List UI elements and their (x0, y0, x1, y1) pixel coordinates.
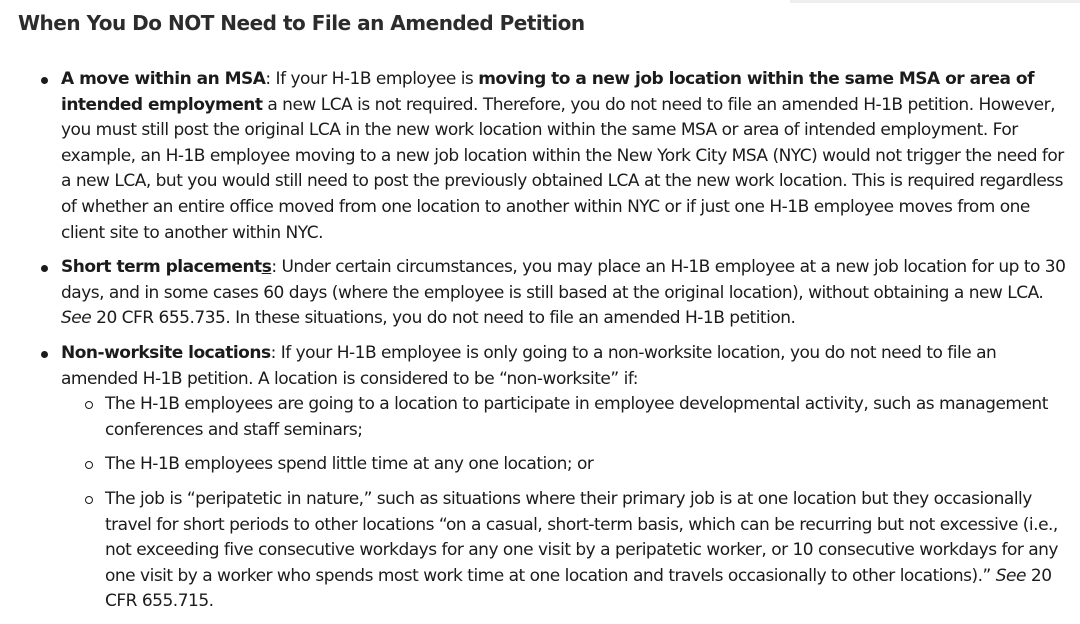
item-title: Non-worksite locations (61, 342, 271, 363)
sub-item-text: The job is “peripatetic in nature,” such as situations where their primary job is at one location but they occasionally travel for short periods to other locations “on a casual, short-term basis, which can be recurring but not excessive (i.e., not exceeding five consecutive workdays for any one visit by a peripatetic worker, or 10 consecutive workdays for any one visit by a worker who spends most work time at one location and travels occasionally to other locations).” (105, 488, 1058, 586)
item-title: A move within an MSA (61, 69, 266, 89)
item-title: Short term placement (61, 257, 262, 278)
item-title-suffix: s (261, 257, 272, 278)
list-item-short-term-placements (61, 255, 1069, 332)
sub-list-item (105, 487, 1069, 615)
item-text: a new LCA is not required. Therefore, you do not need to file an amended H-1B petition. However, you must still post the original LCA in the new work location within the same MSA or area of intended employment. For example, an H-1B employee moving to a new job location within the New York City MSA (NYC) would not trigger the need for a new LCA, but you would still need to post the previously obtained LCA at the new work location. This is required regardless of whether an entire office moved from one location to another within NYC or if just one H-1B employee moves from one client site to another within NYC. (61, 94, 1064, 243)
sub-item-text: The H-1B employees spend little time at any one location; or (105, 454, 594, 475)
list-item-non-worksite (61, 341, 1069, 615)
sub-list-item (105, 392, 1069, 443)
sub-list-item (105, 452, 1069, 478)
see-reference: See (61, 308, 92, 329)
item-bold-text: moving to a new job location within the same MSA or area of intended employment (61, 69, 1034, 115)
list-item-msa-move (61, 67, 1069, 246)
page-title: When You Do NOT Need to File an Amended Petition (18, 11, 585, 35)
non-worksite-conditions-list (61, 392, 1069, 615)
item-text: : Under certain circumstances, you may place an H-1B employee at a new job location for up to 30 days, and in some cases 60 days (where the employee is still based at the original location), without obtaining a new LCA. (61, 257, 1066, 303)
see-reference: See (995, 565, 1026, 586)
item-text: 20 CFR 655.735. In these situations, you do not need to file an amended H-1B petition. (91, 308, 796, 329)
top-divider (790, 0, 1080, 3)
item-text: : If your H-1B employee is (265, 69, 479, 89)
item-text: : If your H-1B employee is only going to a non-worksite location, you do not need to file an amended H-1B petition. A location is considered to be “non-worksite” if: (61, 342, 997, 389)
amended-petition-exceptions-list (0, 67, 1069, 624)
sub-item-text: 20 CFR 655.715. (105, 565, 1052, 612)
sub-item-text: The H-1B employees are going to a location to participate in employee developmental activity, such as management conferences and staff seminars; (105, 394, 1048, 440)
